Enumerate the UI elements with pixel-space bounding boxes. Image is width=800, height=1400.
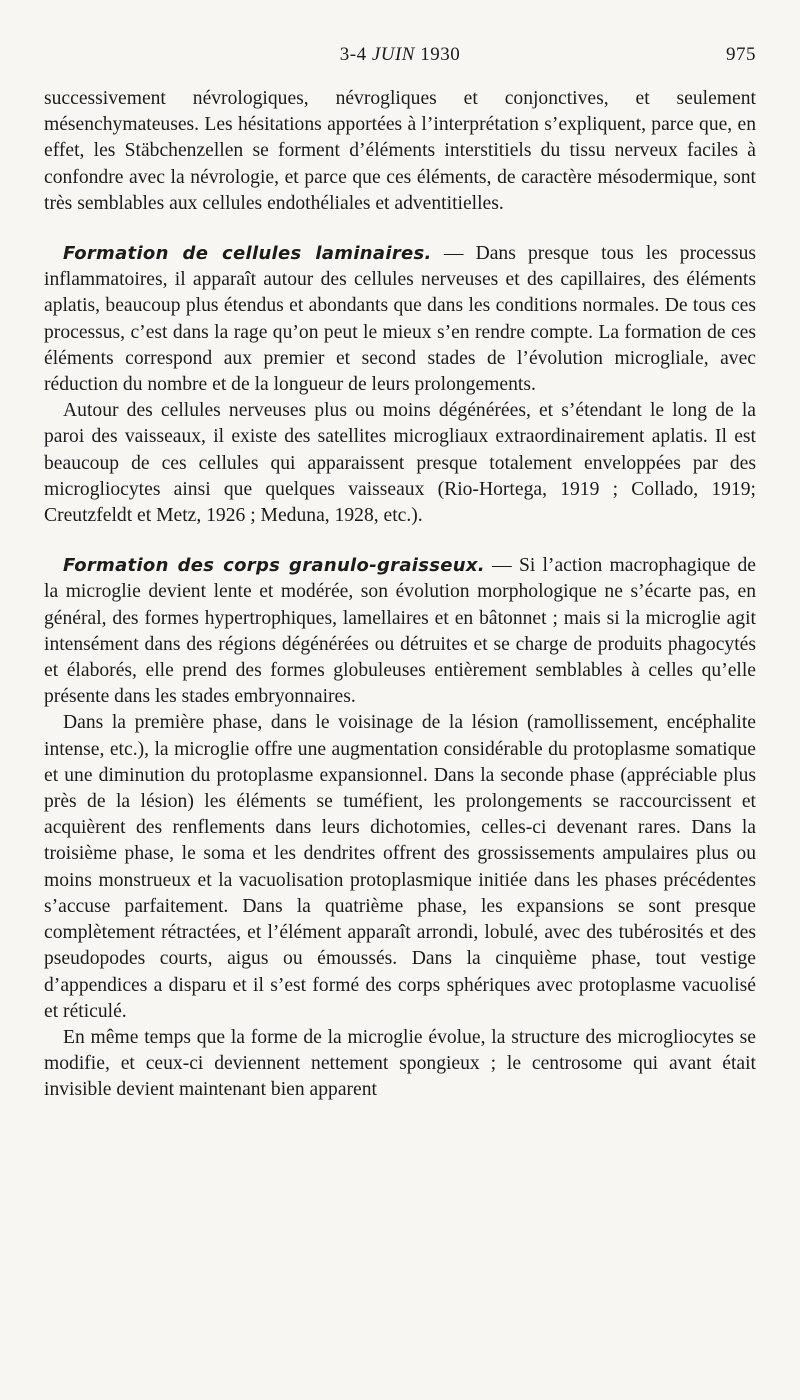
body-text [44, 86, 756, 1104]
header-date-prefix: 3-4 [339, 44, 367, 65]
paragraph-1 [44, 86, 756, 217]
header-date [44, 44, 756, 66]
paragraph-5 [44, 710, 756, 1024]
paragraph-6 [44, 1025, 756, 1104]
page-header [44, 44, 756, 74]
header-date-month: JUIN [371, 44, 415, 65]
paragraph-text: successivement névrologiques, névrogliques et conjonctives, et seulement mésenchymateuses. Les hésitations apportées à l’interprétation s’expliquent, parce que, en effet, les Stäbchenzellen se forment d’éléments interstitiels du tissu nerveux faciles à confondre avec la névrologie, et parce que ces éléments, de caractère mésodermique, sont très semblables aux cellules endothéliales et adventitielles. [44, 88, 756, 214]
section-heading-granulo-graisseux: Formation des corps granulo-graisseux. [63, 555, 485, 577]
paragraph-text: Autour des cellules nerveuses plus ou moins dégénérées, et s’étendant le long de la paroi des vaisseaux, il existe des satellites microgliaux extraordinairement aplatis. Il est beaucoup de ces cellules qui apparaissent presque totalement enveloppées par des microgliocytes ainsi que quelques vaisseaux (Rio-Hortega, 1919 ; Collado, 1919; Creutzfeldt et Metz, 1926 ; Meduna, 1928, etc.). [44, 400, 756, 527]
paragraph-text: — Si l’action macrophagique de la microglie devient lente et modérée, son évolution morphologique ne s’écarte pas, en général, des formes hypertrophiques, lamellaires et en bâtonnet ; mais si la microglie agit intensément dans des régions dégénérées ou détruites et se charge de produits phagocytés et élaborés, elle prend des formes globuleuses entièrement semblables à celles qu’elle présente dans les stades embryonnaires. [44, 555, 756, 708]
page-number: 975 [726, 44, 756, 65]
section-heading-laminaires: Formation de cellules laminaires. [63, 243, 432, 265]
paragraph-4 [44, 553, 756, 710]
paragraph-text: — Dans presque tous les processus inflammatoires, il apparaît autour des cellules nerveuses et des capillaires, des éléments aplatis, beaucoup plus étendus et abondants que dans les conditions normales. De tous ces processus, c’est dans la rage qu’on peut le mieux s’en rendre compte. La formation de ces éléments correspond aux premier et second stades de l’évolution microgliale, avec réduction du nombre et de la longueur de leurs prolongements. [44, 243, 756, 396]
paragraph-2 [44, 241, 756, 398]
paragraph-text: Dans la première phase, dans le voisinage de la lésion (ramollissement, encéphalite intense, etc.), la microglie offre une augmentation considérable du protoplasme somatique et une diminution du protoplasme expansionnel. Dans la seconde phase (appréciable plus près de la lésion) les éléments se tuméfient, les prolongements se raccourcissent et acquièrent des renflements dans leurs dichotomies, celles-ci devenant rares. Dans la troisième phase, le soma et les dendrites offrent des grossissements ampulaires plus ou moins monstrueux et la vacuolisation protoplasmique initiée dans les phases précédentes s’accuse parfaitement. Dans la quatrième phase, les expansions se sont presque complètement rétractées, et l’élément apparaît arrondi, lobulé, avec des tubérosités et des pseudopodes courts, aigus ou émoussés. Dans la cinquième phase, tout vestige d’appendices a disparu et il s’est formé des corps sphériques avec protoplasme vacuolisé et réticulé. [44, 712, 756, 1022]
header-date-year: 1930 [420, 44, 461, 65]
paragraph-3 [44, 398, 756, 529]
paragraph-text: En même temps que la forme de la microglie évolue, la structure des microgliocytes se modifie, et ceux-ci deviennent nettement spongieux ; le centrosome qui avant était invisible devient maintenant bien apparent [44, 1026, 756, 1101]
